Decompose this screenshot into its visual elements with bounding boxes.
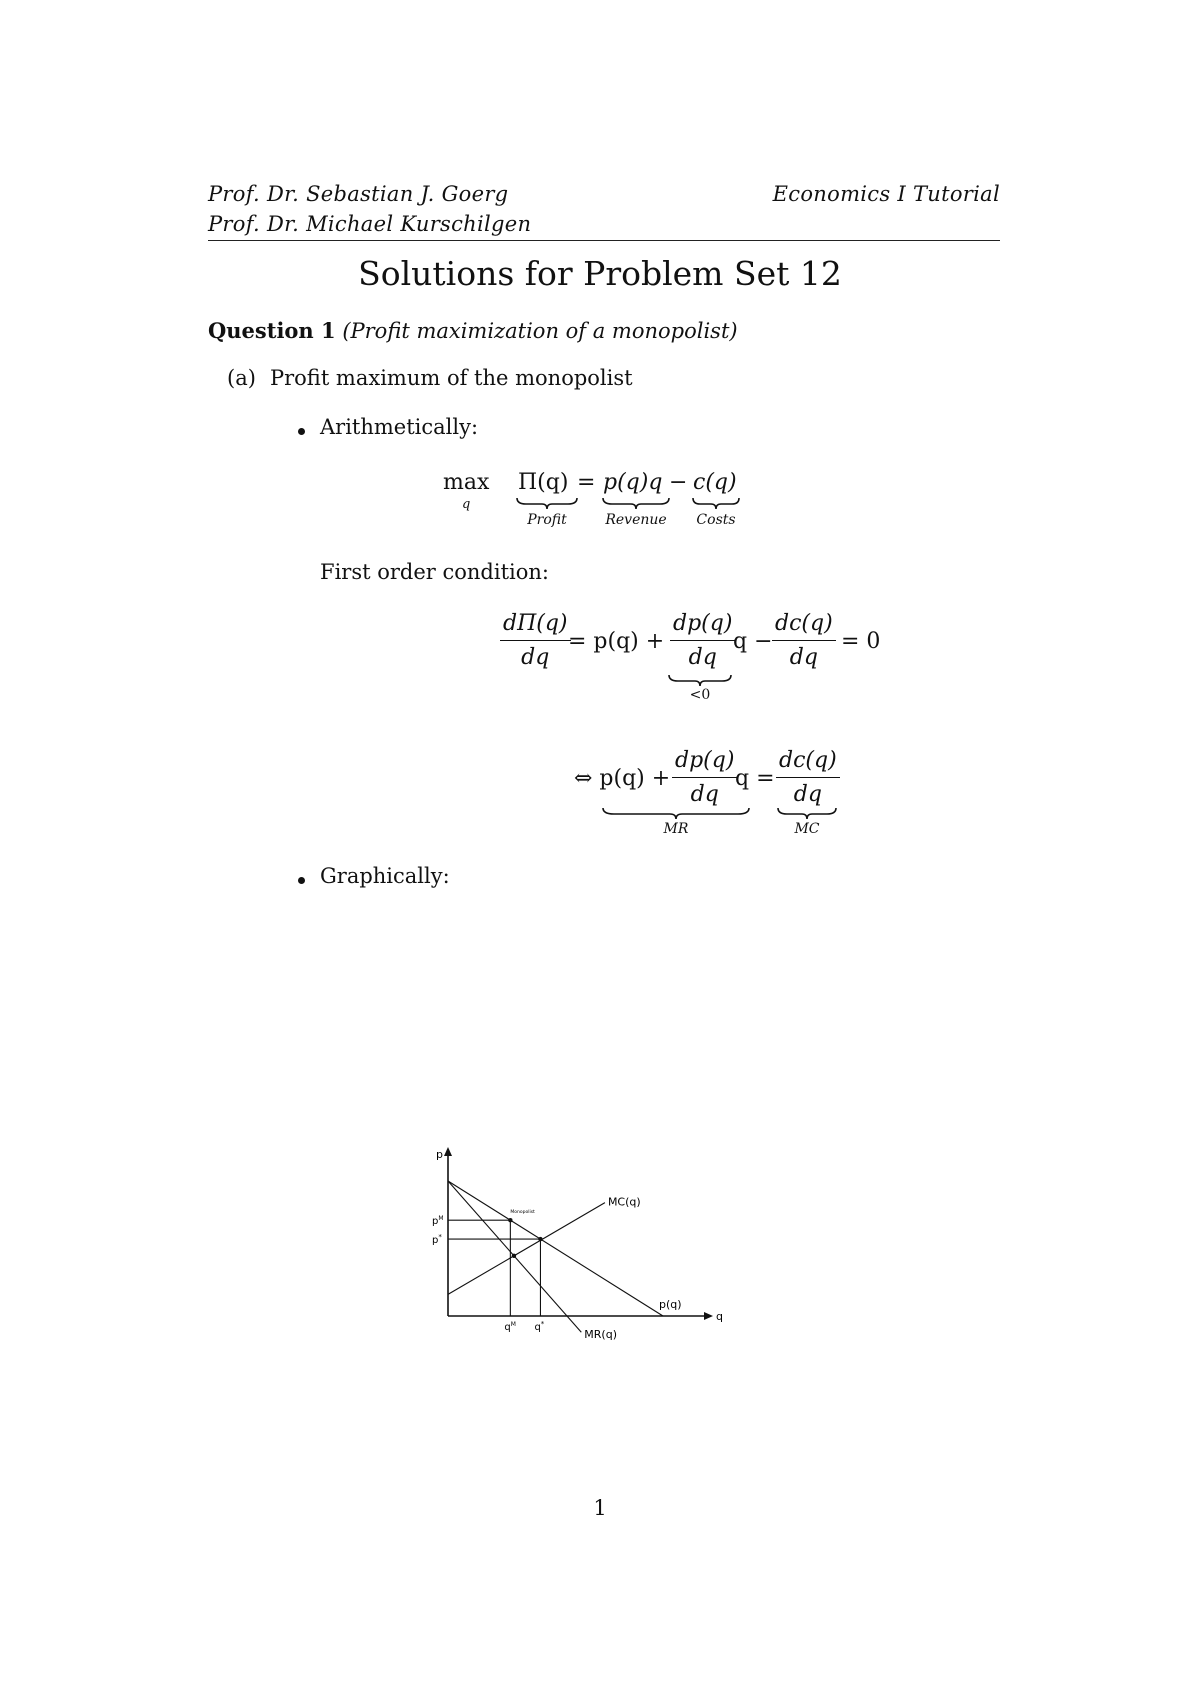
eq1-revenue: p(q)q [603,470,663,495]
question-label: Question 1 [208,318,336,343]
eq1-profit-brace [516,496,578,510]
eq1-costs-label: Costs [696,512,736,528]
tick-label-pc: p* [432,1233,442,1247]
eq1-costs-brace [692,496,740,510]
eq1-costs: c(q) [693,470,737,495]
eq1-max-sub: q [462,497,471,512]
course-name: Economics I Tutorial [772,182,1000,206]
eq1-profit: Π(q) [518,470,569,495]
question-heading [208,318,738,343]
tick-label-pm: $p^M$ [432,1215,444,1228]
foc-q-minus: q − [733,629,773,654]
y-axis-arrow [444,1147,452,1156]
foc-lhs-num: dΠ(q) [500,611,571,641]
eq3-mr-brace [602,806,750,820]
demand-curve-label: p(q) [659,1298,682,1311]
x-axis-label: q [716,1310,723,1323]
monopoly-point [508,1218,512,1222]
foc-lt0-brace [668,673,732,687]
marginal-revenue-label: MR(q) [584,1328,618,1342]
eq3-dp-den: dq [690,782,719,807]
eq3-q-eq: q = [735,766,775,791]
foc-label: First order condition: [320,560,549,584]
eq3-dp-num: dp(q) [672,748,737,778]
page-number: 1 [593,1496,607,1520]
author-1: Prof. Dr. Sebastian J. Goerg [208,182,509,206]
bullet-dot-2 [298,877,305,884]
foc-lt0-label: <0 [689,687,711,703]
header-rule [208,240,1000,241]
marginal-cost-curve [448,1203,605,1295]
page-title: Solutions for Problem Set 12 [358,254,842,293]
eq1-profit-label: Profit [527,512,567,528]
eq3-dc-fraction [776,748,840,807]
monopoly-point-label: Monopolist [510,1210,535,1216]
foc-dp-den: dq [688,645,717,670]
x-axis-arrow [704,1312,713,1320]
foc-dc-fraction [772,611,836,670]
foc-dp-num: dp(q) [670,611,735,641]
tick-label-qm: $q^M$ [504,1321,516,1333]
foc-end: = 0 [841,629,881,654]
bullet-arithmetically: Arithmetically: [320,415,479,439]
foc-dc-den: dq [789,645,818,670]
eq1-revenue-brace [602,496,670,510]
part-a-marker: (a) [227,366,256,390]
foc-dp-fraction [670,611,735,670]
eq1-revenue-label: Revenue [605,512,667,528]
bullet-dot-1 [298,428,305,435]
monopoly-chart [420,1110,740,1360]
eq3-dc-num: dc(q) [776,748,840,778]
foc-dc-num: dc(q) [772,611,836,641]
author-2: Prof. Dr. Michael Kurschilgen [208,212,532,236]
eq1-equals: = [577,470,596,495]
foc-mid1: = p(q) + [568,629,665,654]
eq3-mr-label: MR [663,821,689,837]
eq3-dp-fraction [672,748,737,807]
marginal-cost-label: MC(q) [607,1195,641,1209]
eq3-dc-den: dq [793,782,822,807]
foc-lhs-den: dq [521,645,550,670]
eq3-mc-brace [777,806,837,820]
foc-lhs-fraction [500,611,571,670]
question-topic: (Profit maximization of a monopolist) [342,319,738,343]
bullet-graphically: Graphically: [320,864,450,888]
y-axis-label: p [436,1148,443,1161]
eq1-max: max [443,470,490,495]
eq3-iff: ⇔ p(q) + [574,766,671,791]
mr-mc-intersection [512,1254,516,1258]
eq3-mc-label: MC [794,821,820,837]
tick-label-qc: q* [534,1320,545,1333]
part-a-text: Profit maximum of the monopolist [270,366,633,390]
eq1-minus: − [669,470,688,495]
competitive-point [538,1237,542,1241]
